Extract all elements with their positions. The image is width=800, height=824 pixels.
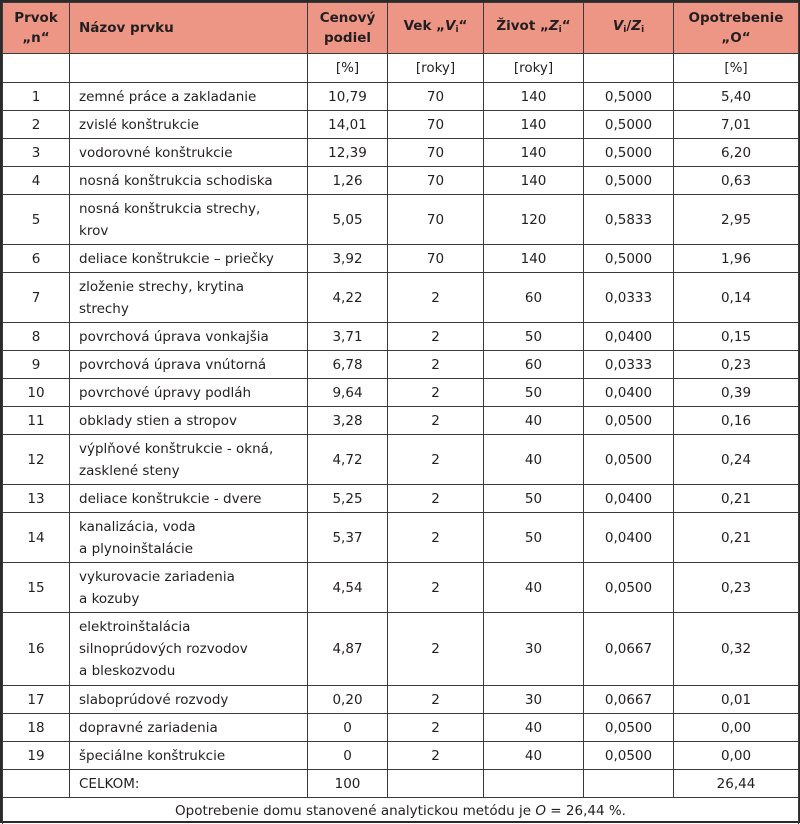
- element-number: 10: [3, 379, 70, 407]
- element-name-line: zloženie strechy, krytina: [79, 279, 244, 295]
- header-element-name: Názov prvku: [70, 3, 308, 54]
- wear-value: 0,24: [674, 435, 799, 485]
- price-share: 6,78: [308, 351, 388, 379]
- element-name-line: strechy: [79, 301, 129, 317]
- price-share: 4,87: [308, 613, 388, 686]
- table-row: [3, 167, 799, 195]
- element-name-line: špeciálne konštrukcie: [79, 748, 225, 764]
- footer-note: Opotrebenie domu stanovené analytickou metódu je O = 26,44 %.: [3, 798, 799, 824]
- element-name: [70, 714, 308, 742]
- total-label: CELKOM:: [70, 770, 308, 798]
- age-value: 70: [388, 139, 484, 167]
- ratio-value: 0,0400: [584, 323, 674, 351]
- element-name-line: a bleskozvodu: [79, 663, 175, 679]
- age-value: 2: [388, 351, 484, 379]
- life-value: 50: [484, 485, 584, 513]
- life-value: 140: [484, 139, 584, 167]
- ratio-value: 0,0333: [584, 273, 674, 323]
- life-value: 140: [484, 111, 584, 139]
- table-row: [3, 714, 799, 742]
- age-value: 70: [388, 111, 484, 139]
- element-number: 9: [3, 351, 70, 379]
- life-value: 30: [484, 613, 584, 686]
- wear-value: 0,00: [674, 714, 799, 742]
- wear-value: 0,16: [674, 407, 799, 435]
- wear-value: 0,39: [674, 379, 799, 407]
- element-number: 17: [3, 686, 70, 714]
- age-value: 2: [388, 407, 484, 435]
- age-value: 2: [388, 273, 484, 323]
- age-value: 2: [388, 379, 484, 407]
- element-name-line: výplňové konštrukcie - okná,: [79, 441, 273, 457]
- element-name-line: povrchová úprava vonkajšia: [79, 329, 269, 345]
- element-number: 3: [3, 139, 70, 167]
- element-name: [70, 742, 308, 770]
- wear-value: 0,23: [674, 563, 799, 613]
- table-row: [3, 111, 799, 139]
- total-price: 100: [308, 770, 388, 798]
- life-value: 40: [484, 563, 584, 613]
- wear-value: 0,23: [674, 351, 799, 379]
- total-row: [3, 770, 799, 798]
- price-share: 14,01: [308, 111, 388, 139]
- element-name: [70, 563, 308, 613]
- element-number: 12: [3, 435, 70, 485]
- element-name: [70, 323, 308, 351]
- ratio-value: 0,5000: [584, 167, 674, 195]
- element-name: [70, 613, 308, 686]
- units-wear: [%]: [674, 54, 799, 83]
- total-cell-empty: [484, 770, 584, 798]
- ratio-value: 0,5000: [584, 83, 674, 111]
- header-ratio: $V_i/Z_i$: [584, 3, 674, 54]
- table-row: [3, 435, 799, 485]
- units-row: [3, 54, 799, 83]
- element-name: [70, 351, 308, 379]
- total-wear: 26,44: [674, 770, 799, 798]
- ratio-value: 0,0500: [584, 742, 674, 770]
- header-row: [3, 3, 799, 54]
- life-value: 50: [484, 323, 584, 351]
- price-share: 4,22: [308, 273, 388, 323]
- price-share: 3,28: [308, 407, 388, 435]
- age-value: 2: [388, 435, 484, 485]
- element-name: [70, 111, 308, 139]
- units-price: [%]: [308, 54, 388, 83]
- price-share: 0: [308, 742, 388, 770]
- element-number: 4: [3, 167, 70, 195]
- ratio-value: 0,0400: [584, 485, 674, 513]
- wear-value: 1,96: [674, 245, 799, 273]
- table-row: [3, 686, 799, 714]
- header-wear: Opotrebenie „O“: [674, 3, 799, 54]
- age-value: 2: [388, 686, 484, 714]
- table-row: [3, 513, 799, 563]
- wear-value: 0,21: [674, 513, 799, 563]
- units-life: [roky]: [484, 54, 584, 83]
- element-name-line: deliace konštrukcie - dvere: [79, 491, 261, 507]
- element-number: 1: [3, 83, 70, 111]
- element-name-line: zvislé konštrukcie: [79, 117, 199, 133]
- price-share: 5,37: [308, 513, 388, 563]
- element-name: [70, 195, 308, 245]
- ratio-value: 0,0500: [584, 435, 674, 485]
- element-number: 5: [3, 195, 70, 245]
- life-value: 140: [484, 83, 584, 111]
- table-row: [3, 139, 799, 167]
- table-row: [3, 273, 799, 323]
- life-value: 30: [484, 686, 584, 714]
- age-value: 2: [388, 563, 484, 613]
- element-number: 6: [3, 245, 70, 273]
- price-share: 5,25: [308, 485, 388, 513]
- price-share: 4,54: [308, 563, 388, 613]
- element-name: [70, 379, 308, 407]
- life-value: 40: [484, 407, 584, 435]
- element-number: 13: [3, 485, 70, 513]
- table-row: [3, 83, 799, 111]
- life-value: 60: [484, 351, 584, 379]
- price-share: 9,64: [308, 379, 388, 407]
- units-cell-empty: [3, 54, 70, 83]
- ratio-value: 0,0333: [584, 351, 674, 379]
- ratio-value: 0,5000: [584, 111, 674, 139]
- footer-row: [3, 798, 799, 824]
- wear-value: 0,00: [674, 742, 799, 770]
- wear-value: 0,14: [674, 273, 799, 323]
- units-age: [roky]: [388, 54, 484, 83]
- wear-value: 7,01: [674, 111, 799, 139]
- header-price-share: Cenový podiel: [308, 3, 388, 54]
- header-life: Život $„Z_i“$: [484, 3, 584, 54]
- wear-value: 6,20: [674, 139, 799, 167]
- element-name-line: povrchová úprava vnútorná: [79, 357, 266, 373]
- table-row: [3, 245, 799, 273]
- life-value: 40: [484, 742, 584, 770]
- total-cell-empty: [388, 770, 484, 798]
- header-age: Vek $„V_i“$: [388, 3, 484, 54]
- age-value: 2: [388, 613, 484, 686]
- element-name-line: krov: [79, 223, 108, 239]
- wear-value: 0,63: [674, 167, 799, 195]
- ratio-value: 0,0400: [584, 513, 674, 563]
- element-number: 2: [3, 111, 70, 139]
- element-name-line: deliace konštrukcie – priečky: [79, 251, 274, 267]
- element-name-line: silnoprúdových rozvodov: [79, 641, 248, 657]
- age-value: 70: [388, 83, 484, 111]
- ratio-value: 0,5000: [584, 245, 674, 273]
- age-value: 70: [388, 245, 484, 273]
- units-cell-empty: [584, 54, 674, 83]
- element-name-line: povrchové úpravy podláh: [79, 385, 251, 401]
- ratio-value: 0,0667: [584, 613, 674, 686]
- age-value: 2: [388, 513, 484, 563]
- element-number: 19: [3, 742, 70, 770]
- table-row: [3, 407, 799, 435]
- element-name-line: obklady stien a stropov: [79, 413, 237, 429]
- life-value: 140: [484, 245, 584, 273]
- wear-value: 0,01: [674, 686, 799, 714]
- table-row: [3, 563, 799, 613]
- price-share: 3,71: [308, 323, 388, 351]
- ratio-value: 0,5833: [584, 195, 674, 245]
- ratio-value: 0,5000: [584, 139, 674, 167]
- element-name-line: slaboprúdové rozvody: [79, 692, 228, 708]
- element-number: 16: [3, 613, 70, 686]
- element-number: 18: [3, 714, 70, 742]
- price-share: 1,26: [308, 167, 388, 195]
- life-value: 50: [484, 379, 584, 407]
- wear-value: 2,95: [674, 195, 799, 245]
- total-cell-empty: [3, 770, 70, 798]
- element-name-line: kanalizácia, voda: [79, 519, 196, 535]
- element-name: [70, 513, 308, 563]
- ratio-value: 0,0667: [584, 686, 674, 714]
- units-cell-empty: [70, 54, 308, 83]
- age-value: 2: [388, 714, 484, 742]
- total-cell-empty: [584, 770, 674, 798]
- life-value: 140: [484, 167, 584, 195]
- ratio-value: 0,0500: [584, 563, 674, 613]
- element-name: [70, 245, 308, 273]
- table-row: [3, 323, 799, 351]
- price-share: 4,72: [308, 435, 388, 485]
- element-number: 14: [3, 513, 70, 563]
- price-share: 3,92: [308, 245, 388, 273]
- life-value: 40: [484, 714, 584, 742]
- table-row: [3, 379, 799, 407]
- age-value: 70: [388, 167, 484, 195]
- ratio-value: 0,0500: [584, 714, 674, 742]
- table-row: [3, 742, 799, 770]
- ratio-value: 0,0500: [584, 407, 674, 435]
- ratio-value: 0,0400: [584, 379, 674, 407]
- element-name-line: nosná konštrukcia strechy,: [79, 201, 260, 217]
- price-share: 5,05: [308, 195, 388, 245]
- age-value: 2: [388, 485, 484, 513]
- table-row: [3, 195, 799, 245]
- element-name-line: a plynoinštalácie: [79, 541, 193, 557]
- age-value: 2: [388, 742, 484, 770]
- wear-value: 0,15: [674, 323, 799, 351]
- element-number: 7: [3, 273, 70, 323]
- age-value: 2: [388, 323, 484, 351]
- age-value: 70: [388, 195, 484, 245]
- element-name: [70, 273, 308, 323]
- element-name-line: vykurovacie zariadenia: [79, 569, 235, 585]
- element-name: [70, 435, 308, 485]
- element-name-line: elektroinštalácia: [79, 619, 190, 635]
- element-name-line: zemné práce a zakladanie: [79, 89, 256, 105]
- price-share: 12,39: [308, 139, 388, 167]
- price-share: 0: [308, 714, 388, 742]
- wear-table: [2, 2, 799, 824]
- life-value: 120: [484, 195, 584, 245]
- element-name-line: dopravné zariadenia: [79, 720, 218, 736]
- price-share: 10,79: [308, 83, 388, 111]
- wear-value: 5,40: [674, 83, 799, 111]
- element-number: 11: [3, 407, 70, 435]
- table-row: [3, 613, 799, 686]
- element-name-line: zasklené steny: [79, 463, 180, 479]
- element-name-line: a kozuby: [79, 591, 139, 607]
- element-number: 15: [3, 563, 70, 613]
- element-number: 8: [3, 323, 70, 351]
- element-name: [70, 139, 308, 167]
- price-share: 0,20: [308, 686, 388, 714]
- element-name: [70, 485, 308, 513]
- life-value: 50: [484, 513, 584, 563]
- life-value: 40: [484, 435, 584, 485]
- wear-value: 0,21: [674, 485, 799, 513]
- header-element-number: Prvok „n“: [3, 3, 70, 54]
- table-row: [3, 351, 799, 379]
- element-name: [70, 167, 308, 195]
- table-row: [3, 485, 799, 513]
- element-name: [70, 686, 308, 714]
- element-name: [70, 83, 308, 111]
- element-name-line: vodorovné konštrukcie: [79, 145, 233, 161]
- element-name: [70, 407, 308, 435]
- element-name-line: nosná konštrukcia schodiska: [79, 173, 273, 189]
- wear-value: 0,32: [674, 613, 799, 686]
- life-value: 60: [484, 273, 584, 323]
